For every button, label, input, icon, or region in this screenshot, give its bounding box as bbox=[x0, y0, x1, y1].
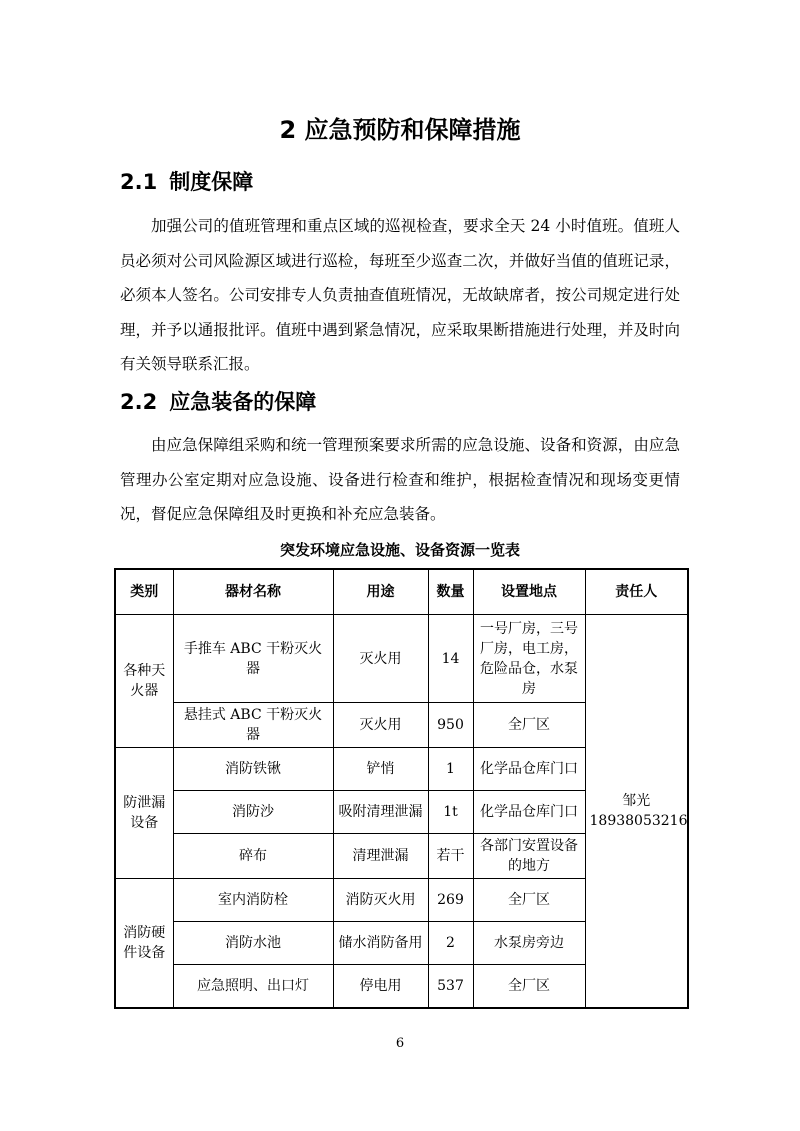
equipment-cell: 手推车 ABC 干粉灭火器 bbox=[173, 615, 333, 703]
table-caption: 突发环境应急设施、设备资源一览表 bbox=[279, 541, 520, 559]
header-use: 用途 bbox=[333, 569, 428, 615]
body-paragraph: 加强公司的值班管理和重点区域的巡视检查，要求全天 24 小时值班。值班人员必须对公司风险源区域进行巡检，每班至少巡查二次，并做好当值的值班记录，必须本人签名。公司安排专人负责抽查值班情况，无故缺席者，按公司规定进行处理，并予以通报批评。值班中遇到紧急情况，应采取果断措施进行处理，并及时向有关领导联系汇报。 bbox=[120, 217, 680, 373]
body-paragraph: 由应急保障组采购和统一管理预案要求所需的应急设施、设备和资源，由应急管理办公室定期对应急设施、设备进行检查和维护，根据检查情况和现场变更情况，督促应急保障组及时更换和补充应急装备。 bbox=[120, 436, 680, 523]
header-quantity: 数量 bbox=[428, 569, 473, 615]
equipment-cell: 室内消防栓 bbox=[173, 879, 333, 922]
table-header-row bbox=[115, 569, 688, 615]
use-cell: 铲悄 bbox=[333, 748, 428, 791]
use-cell: 吸附清理泄漏 bbox=[333, 791, 428, 834]
chapter-title: 2 应急预防和保障措施 bbox=[279, 116, 521, 144]
location-cell: 水泵房旁边 bbox=[473, 922, 585, 965]
category-cell: 各种天火器 bbox=[115, 615, 173, 748]
equipment-cell: 消防铁锹 bbox=[173, 748, 333, 791]
quantity-cell: 若干 bbox=[428, 834, 473, 879]
section-title: 应急装备的保障 bbox=[169, 390, 317, 414]
equipment-cell: 悬挂式 ABC 干粉灭火器 bbox=[173, 703, 333, 748]
header-equipment: 器材名称 bbox=[173, 569, 333, 615]
equipment-cell: 消防沙 bbox=[173, 791, 333, 834]
equipment-cell: 碎布 bbox=[173, 834, 333, 879]
page-number: 6 bbox=[395, 1036, 405, 1051]
use-cell: 消防灭火用 bbox=[333, 879, 428, 922]
table-row bbox=[115, 615, 688, 703]
responsible-phone: 18938053216 bbox=[589, 812, 688, 829]
quantity-cell: 269 bbox=[428, 879, 473, 922]
location-cell: 化学品仓库门口 bbox=[473, 791, 585, 834]
quantity-cell: 2 bbox=[428, 922, 473, 965]
use-cell: 清理泄漏 bbox=[333, 834, 428, 879]
resource-table bbox=[114, 568, 689, 1009]
quantity-cell: 1 bbox=[428, 748, 473, 791]
responsible-name: 邹光 bbox=[622, 792, 651, 809]
location-cell: 全厂区 bbox=[473, 879, 585, 922]
header-location: 设置地点 bbox=[473, 569, 585, 615]
use-cell: 停电用 bbox=[333, 965, 428, 1008]
header-responsible: 责任人 bbox=[585, 569, 688, 615]
use-cell: 灭火用 bbox=[333, 615, 428, 703]
location-cell: 各部门安置设备的地方 bbox=[473, 834, 585, 879]
category-cell: 防泄漏设备 bbox=[115, 748, 173, 879]
use-cell: 储水消防备用 bbox=[333, 922, 428, 965]
location-cell: 全厂区 bbox=[473, 703, 585, 748]
location-cell: 全厂区 bbox=[473, 965, 585, 1008]
category-cell: 消防硬件设备 bbox=[115, 879, 173, 1008]
quantity-cell: 537 bbox=[428, 965, 473, 1008]
section-title: 制度保障 bbox=[169, 170, 254, 194]
section-heading bbox=[120, 388, 316, 416]
responsible-cell bbox=[585, 615, 688, 1008]
quantity-cell: 14 bbox=[428, 615, 473, 703]
section-number: 2.2 bbox=[120, 390, 158, 414]
header-category: 类别 bbox=[115, 569, 173, 615]
equipment-cell: 消防水池 bbox=[173, 922, 333, 965]
section-heading bbox=[120, 168, 253, 196]
quantity-cell: 950 bbox=[428, 703, 473, 748]
use-cell: 灭火用 bbox=[333, 703, 428, 748]
section-number: 2.1 bbox=[120, 170, 158, 194]
location-cell: 化学品仓库门口 bbox=[473, 748, 585, 791]
location-cell: 一号厂房，三号厂房，电工房，危险品仓，水泵房 bbox=[473, 615, 585, 703]
quantity-cell: 1t bbox=[428, 791, 473, 834]
equipment-cell: 应急照明、出口灯 bbox=[173, 965, 333, 1008]
